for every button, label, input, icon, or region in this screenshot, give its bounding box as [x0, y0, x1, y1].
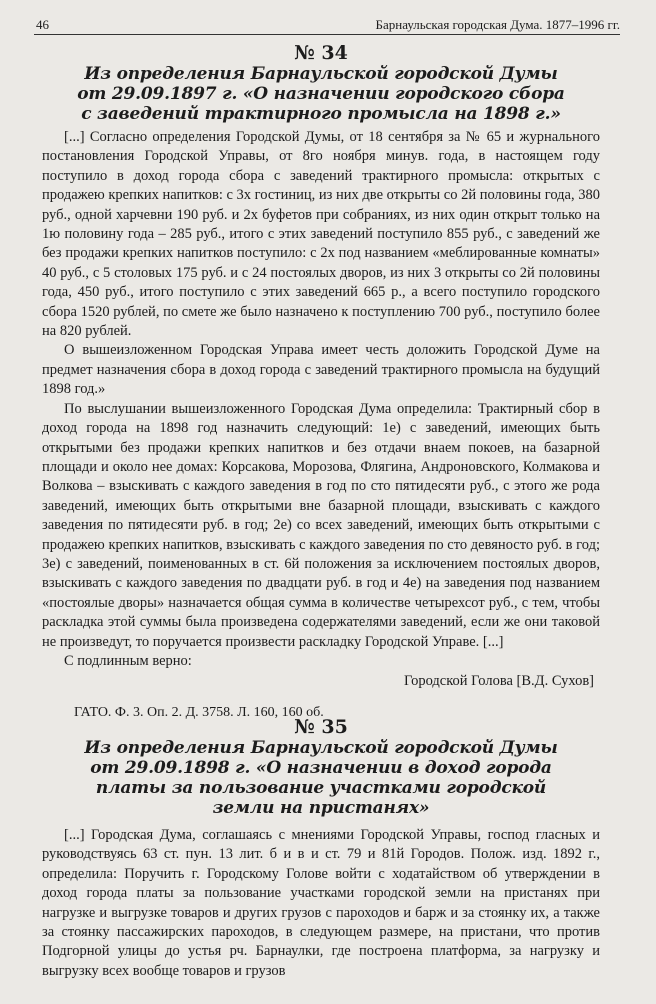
- doc-34-title-line-3: с заведений трактирного промысла на 1898 г.»: [81, 104, 561, 124]
- doc-34-body: [42, 128, 600, 723]
- doc-35: [42, 716, 600, 818]
- doc-34-title-line-1: Из определения Барнаульской городской Думы: [84, 64, 558, 84]
- doc-35-title-line-4: земли на пристанях»: [212, 798, 430, 818]
- doc-35-body: [42, 826, 600, 981]
- doc-35-paragraph-1: [...] Городская Дума, соглашаясь с мнениями Городской Управы, господ гласных и руководствуясь 63 ст. пун. 13 лит. б и в и ст. 79 и 81й Городов. Полож. изд. 1892 г., определила: Поручить г. Городскому Голове войти с ходатайством об утверждении в доход города платы за пользование участками городской земли на пристанях при нагрузке и выгрузке товаров и других грузов с пароходов и барж и за стоянку их, а также за стоянку пассажирских пароходов, в следующем размере, на пристани, что против Подгорной улицы до устья рч. Барнаулки, где построена платформа, за нагрузку и выгрузку всех вообще товаров и грузов: [42, 827, 600, 979]
- page-number: 46: [36, 17, 49, 32]
- running-title: Барнаульская городская Дума. 1877–1996 гг.: [375, 17, 620, 32]
- doc-34-signature: Городской Голова [В.Д. Сухов]: [403, 673, 594, 690]
- doc-34-archive-source: ГАТО. Ф. 3. Оп. 2. Д. 3758. Л. 160, 160 об.: [74, 705, 324, 721]
- doc-34-paragraph-1: [...] Согласно определения Городской Думы, от 18 сентября за № 65 и журнального постановления Городской Управы, от 8го ноября минув. года, в настоящем году поступило в доход города сбора с заведений трактирного промысла: открытых с продажею крепких напитков: с 3х гостиниц, из них две открыты со 2й половины года, 380 руб., одной харчевни 190 руб. и 2х буфетов при собраниях, из них один открыт только на 1ю половину года – 285 руб., итого с этих заведений поступило 855 руб., с заведений же без продажи крепких напитков поступило: с 2х под названием «меблированные комнаты» 40 руб., с 5 столовых 175 руб. и с 24 постоялых дворов, из них 3 открыты со 2й половины года, 450 руб., итого поступило с этих заведений 665 р., а всего поступило городского сбора 1520 рублей, по смете же было назначено к поступлению 700 руб., поступило более на 820 рублей.: [42, 129, 600, 340]
- doc-35-title-line-3: платы за пользование участками городской: [95, 778, 547, 798]
- doc-35-title-line-2: от 29.09.1898 г. «О назначении в доход города: [90, 758, 552, 778]
- doc-34-certification: С подлинным верно:: [64, 652, 192, 669]
- doc-35-number: № 35: [294, 716, 348, 738]
- doc-34-paragraph-2: О вышеизложенном Городская Управа имеет честь доложить Городской Думе на предмет назначения сбора в доход города с заведений трактирного промысла на будущий 1898 год.»: [42, 342, 600, 398]
- doc-34-paragraph-3: По выслушании вышеизложенного Городская Дума определила: Трактирный сбор в доход города на 1898 год назначить следующий: 1е) с заведений, имеющих быть открытыми без продажи крепких напитков и без отдачи внаем покоев, на базарной площади и около нее домах: Корсакова, Морозова, Флягина, Андроновского, Колмакова и Волкова – взыскивать с каждого заведения в год по сто пятидесяти руб., с этого же рода заведений, имеющих быть открытыми вне базарной площади, взыскивать с каждого заведения по пятидесяти руб. в год; 2е) со всех заведений, имеющих быть открытыми с продажею крепких напитков, взыскивать с каждого заведения по сто девяносто руб. в год; 3е) с заведений, поименованных в ст. 6й положения за исключением постоялых дворов, взыскивать с каждого заведения по двадцати руб. в год и 4е) на заведения под названием «постоялые дворы» назначается общая сумма в количестве четырехсот руб., с тем, чтобы раскладка этой суммы была произведена содержателями заведений, если же они таковой не произведут, то поручается произвести раскладку Городской Управе. [...]: [42, 400, 600, 650]
- doc-34-title-line-2: от 29.09.1897 г. «О назначении городского сбора: [77, 84, 565, 104]
- doc-34: [42, 42, 600, 124]
- running-header: [34, 16, 620, 35]
- doc-35-title-line-1: Из определения Барнаульской городской Думы: [84, 738, 558, 758]
- doc-34-number: № 34: [294, 42, 348, 64]
